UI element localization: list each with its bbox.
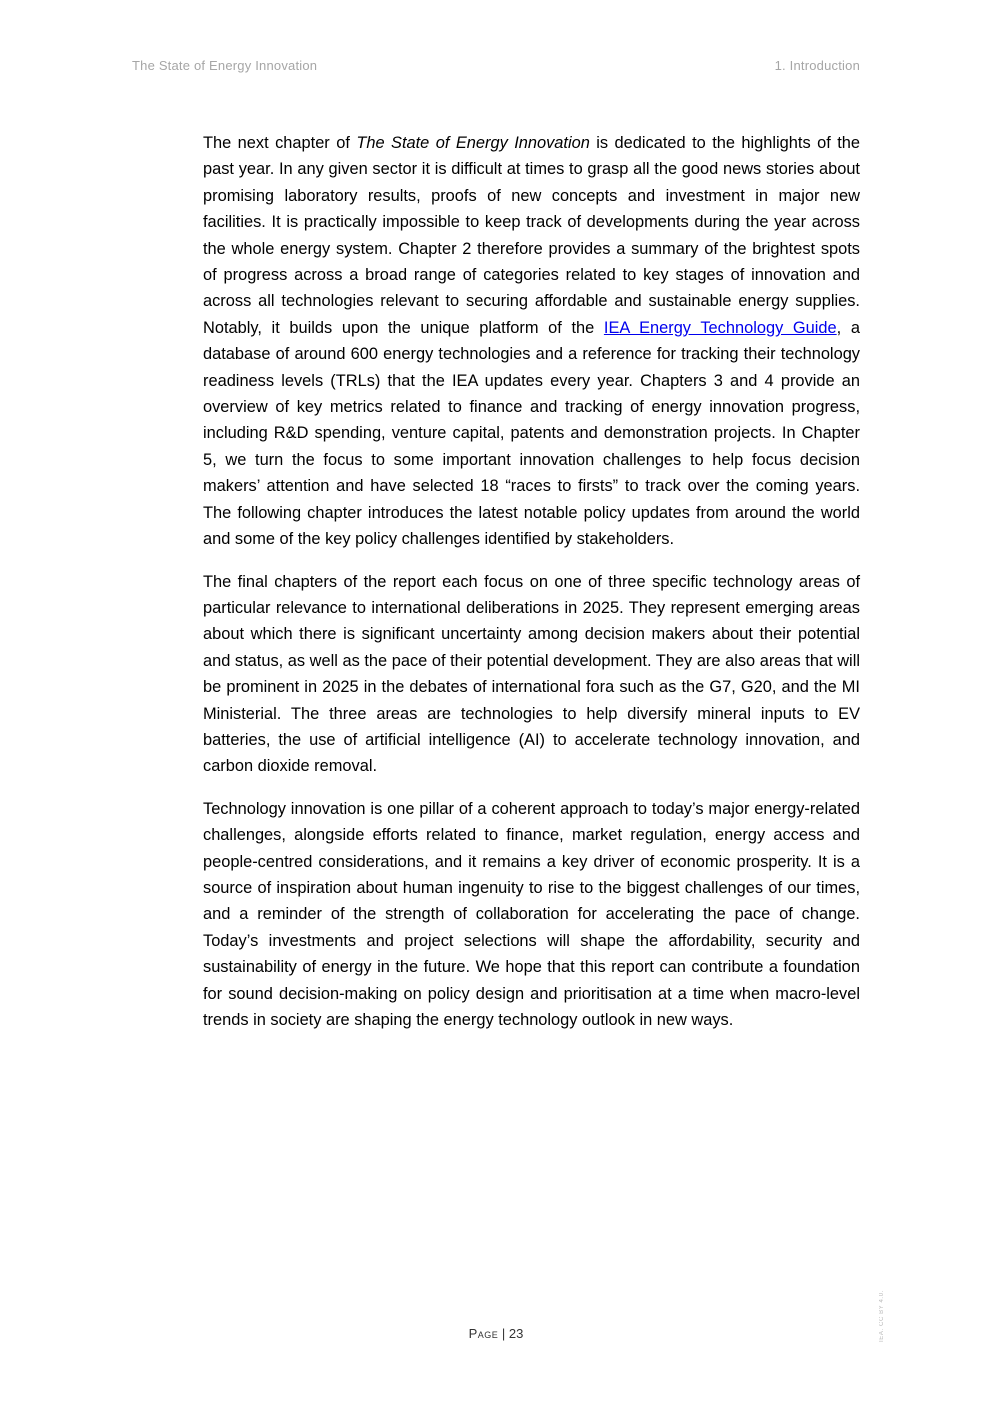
page-separator: |	[498, 1326, 509, 1341]
body-text	[203, 130, 860, 1049]
paragraph-3: Technology innovation is one pillar of a coherent approach to today’s major energy-related challenges, alongside efforts related to finance, market regulation, energy access and people-centred considerations, and it remains a key driver of economic prosperity. It is a source of inspiration about human ingenuity to rise to the biggest challenges of our times, and a reminder of the strength of collaboration for accelerating the pace of change. Today’s investments and project selections will shape the affordability, security and sustainability of energy in the future. We hope that this report can contribute a foundation for sound decision-making on policy design and prioritisation at a time when macro-level trends in society are shaping the energy technology outlook in new ways.	[203, 799, 860, 1029]
page-number: 23	[508, 1326, 524, 1341]
energy-technology-guide-link[interactable]: IEA Energy Technology Guide	[603, 318, 837, 337]
report-title-italic: The State of Energy Innovation	[356, 134, 590, 152]
paragraph-1-intro: The next chapter of	[203, 134, 357, 152]
page-footer	[0, 1326, 992, 1341]
paragraph-1-rest: , a database of around 600 energy technologies and a reference for tracking their technology readiness levels (TRLs) that the IEA updates every year. Chapters 3 and 4 provide an overview of key metrics related to finance and tracking of energy innovation progress, including R&D spending, venture capital, patents and demonstration projects. In Chapter 5, we turn the focus to some important innovation challenges to help focus decision makers’ attention and have selected 18 “races to firsts” to track over the coming years. The following chapter introduces the latest notable policy updates from around the world and some of the key policy challenges identified by stakeholders.	[203, 318, 860, 549]
license-notice: IEA. CC BY 4.0.	[879, 1290, 885, 1342]
paragraph-1	[203, 130, 860, 553]
paragraph-2: The final chapters of the report each focus on one of three specific technology areas of particular relevance to international deliberations in 2025. They represent emerging areas about which there is significant uncertainty among decision makers about their potential and status, as well as the pace of their potential development. They are also areas that will be prominent in 2025 in the debates of international fora such as the G7, G20, and the MI Ministerial. The three areas are technologies to help diversify mineral inputs to EV batteries, the use of artificial intelligence (AI) to accelerate technology innovation, and carbon dioxide removal.	[203, 572, 860, 776]
running-header-chapter: 1. Introduction	[774, 58, 860, 73]
running-header-title: The State of Energy Innovation	[132, 58, 318, 73]
paragraph-1-body: is dedicated to the highlights of the past year. In any given sector it is difficult at times to grasp all the good news stories about promising laboratory results, proofs of new concepts and investment in major new facilities. It is practically impossible to keep track of developments during the year across the whole energy system. Chapter 2 therefore provides a summary of the brightest spots of progress across a broad range of categories related to key stages of innovation and across all technologies relevant to securing affordable and sustainable energy supplies. Notably, it builds upon the unique platform of the	[203, 134, 860, 337]
page-label: Page	[468, 1326, 499, 1341]
